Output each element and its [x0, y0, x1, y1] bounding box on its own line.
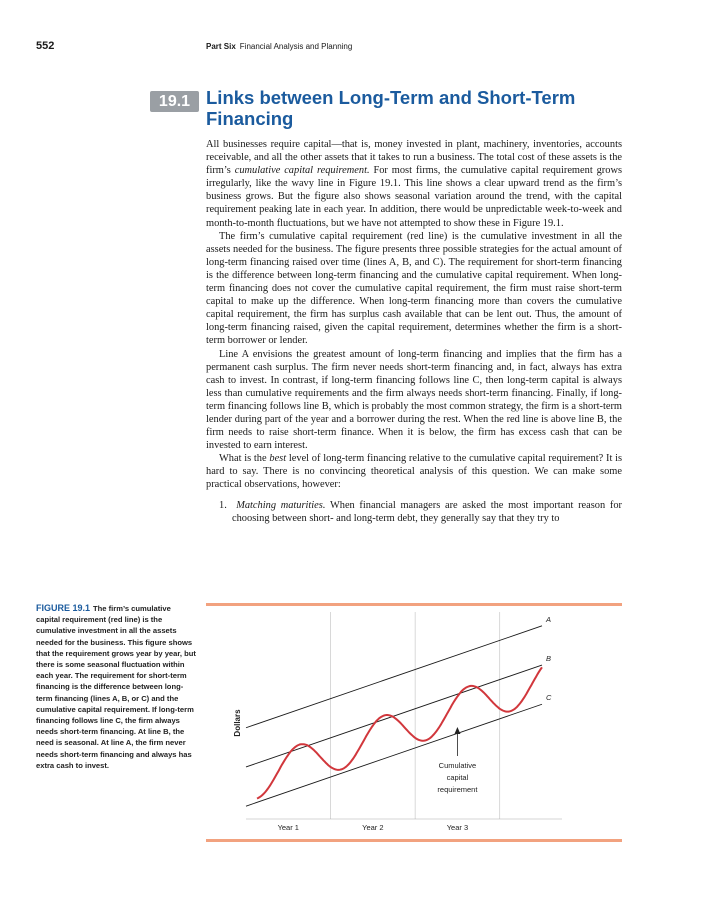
x-tick-label-2: Year 2	[362, 823, 384, 832]
list-item-1: 1. Matching maturities. When financial managers are asked the most important reason for choosing between short- and long-term debt, they generally say that they try to	[219, 499, 622, 524]
paragraph-1: All businesses require capital—that is, money invested in plant, machinery, inventories, accounts receivable, and all the other assets that it takes to run a business. The total cost of these assets is the firm’s cumulative capital requirement. For most firms, the cumulative capital requirement grows irregularly, like the wavy line in Figure 19.1. This line shows a clear upward trend as the firm’s business grows. But the figure also shows seasonal variation around the trend, with the capital requirement peaking late in each year. In addition, there would be unpredictable week-to-week and month-to-month fluctuations, but we have not attempted to show these in Figure 19.1.	[206, 139, 622, 229]
figure-caption-text: The firm’s cumulative capital requirement (red line) is the cumulative investment in all the assets needed for the business. This figure shows that the requirement grows year by year, but there is some seasonal fluctuation within each year. The requirement for short-term financing is the difference between long-term financing (lines A, B, or C) and the cumulative capital requirement. If long-term financing follows line C, the firm always needs short-term financing. At line B, the need is seasonal. At line A, the firm never needs short-term financing and always has extra cash to invest.	[36, 604, 196, 770]
line-a	[246, 626, 542, 728]
emphasis-best: best	[269, 453, 287, 465]
x-tick-labels	[278, 823, 469, 832]
section-title: Links between Long-Term and Short-Term Financing	[206, 87, 576, 129]
body-text	[206, 138, 622, 525]
term-matching-maturities: Matching maturities.	[236, 499, 326, 511]
x-tick-label-3: Year 3	[446, 823, 469, 832]
figure-top-rule	[206, 603, 622, 606]
line-c	[246, 704, 542, 806]
annotation-text-1: Cumulative	[438, 761, 477, 770]
paragraph-4: What is the best level of long-term financing relative to the cumulative capital requirement? It is hard to say. There is no convincing theoretical analysis of this question. We can make some practical observations, however:	[206, 453, 623, 491]
annotation-text-3: requirement	[437, 785, 478, 794]
annotation-text-2: capital	[446, 773, 469, 782]
figure-chart	[206, 608, 622, 838]
section-number-badge: 19.1	[150, 91, 199, 112]
figure-label: FIGURE 19.1	[36, 603, 91, 613]
x-tick-label-1: Year 1	[277, 823, 299, 832]
line-label-c: C	[546, 693, 552, 703]
part-label: Part Six	[206, 42, 236, 51]
requirement-annotation	[437, 727, 478, 794]
paragraph-2: The firm’s cumulative capital requirement (red line) is the cumulative investment in all the assets needed for the business. The figure presents three possible strategies for the actual amount of long-term financing raised over time (lines A, B, and C). The requirement for short-term financing is the difference between long-term financing and the cumulative capital requirement. When long-term financing does not cover the cumulative capital requirement, the firm must raise short-term capital to make up the difference. When long-term financing more than covers the cumulative capital requirement, the firm has surplus cash available that can be lent out. Thus, the amount of long-term financing raised, given the capital requirement, determines whether the firm is a short-term borrower or lender.	[206, 230, 622, 347]
y-axis-label: Dollars	[233, 709, 242, 737]
annotation-arrow-head	[454, 727, 460, 734]
term-cumulative-capital: cumulative capital requirement.	[234, 165, 370, 177]
capital-requirement-line	[257, 667, 542, 798]
line-label-a: A	[546, 614, 552, 624]
line-label-b: B	[546, 654, 552, 664]
page-header	[0, 40, 702, 56]
part-title: Financial Analysis and Planning	[239, 42, 353, 51]
figure-caption	[36, 603, 196, 771]
page-number: 552	[36, 40, 55, 52]
figure-bottom-rule	[206, 839, 622, 842]
line-labels	[545, 615, 552, 702]
paragraph-3: Line A envisions the greatest amount of long-term financing and implies that the firm has a permanent cash surplus. The firm never needs short-term financing and, in fact, always has extra cash to invest. In contrast, if long-term financing follows line C, then long-term capital is always less than cumulative requirements and the firm always needs short-term financing. Finally, if long-term financing follows line B, which is probably the most common strategy, the firm is a short-term lender during part of the year and a borrower during the rest. When the red line is above line B, the firm needs to raise short-term finance. When it is below, the firm has excess cash that can be invested to earn interest.	[206, 348, 622, 452]
financing-lines	[246, 626, 542, 806]
running-head	[206, 42, 352, 51]
